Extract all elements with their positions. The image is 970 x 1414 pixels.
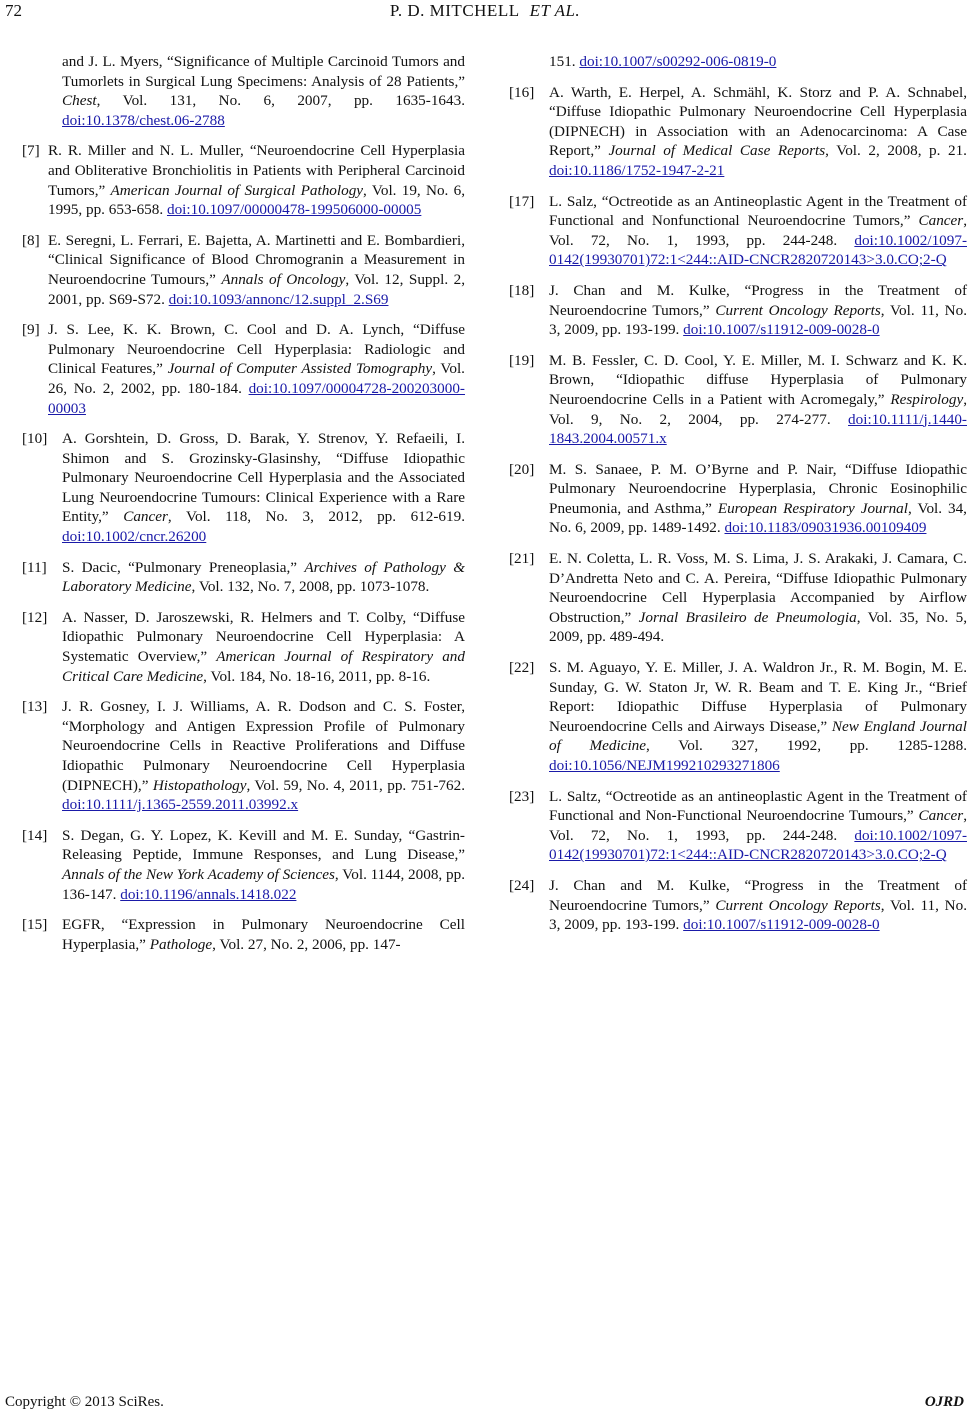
reference-citation: S. M. Aguayo, Y. E. Miller, J. A. Waldron Jr., R. M. Bogin, M. E. Sunday, G. W. Staton Jr, W. R. Beam and T. E. King Jr., “Brief Report: Idiopathic Diffuse Hyperplasia of Pulmonary Neuroendocrine Cells and Airways Disease,” bbox=[549, 659, 967, 735]
reference-citation: 151. bbox=[549, 53, 580, 70]
reference-text bbox=[549, 788, 967, 864]
reference-number: [18] bbox=[509, 281, 535, 299]
reference-entry bbox=[22, 697, 465, 815]
doi-link[interactable]: doi:10.1097/00000478-199506000-00005 bbox=[166, 201, 422, 219]
reference-number: [20] bbox=[509, 460, 535, 478]
reference-entry bbox=[22, 558, 465, 597]
reference-details: , Vol. 131, No. 6, 2007, pp. 1635-1643. bbox=[96, 92, 465, 110]
reference-journal: Cancer bbox=[123, 508, 168, 526]
reference-number: [16] bbox=[509, 83, 535, 101]
reference-citation: A. Warth, E. Herpel, A. Schmähl, K. Storz and P. A. Schnabel, “Diffuse Idiopathic Pulmonary Neuroendocrine Cell Hyperplasia (DIPNECH) in Association with an Adenocarcinoma: A Case Report,” bbox=[549, 83, 967, 160]
reference-entry bbox=[509, 549, 967, 647]
reference-citation: and J. L. Myers, “Significance of Multiple Carcinoid Tumors and Tumorlets in Surgical Lung Specimens: Analysis of 28 Patients,” bbox=[62, 53, 465, 90]
copyright-notice: Copyright © 2013 SciRes. bbox=[5, 1394, 164, 1410]
doi-link[interactable]: doi:10.1002/cncr.26200 bbox=[62, 528, 207, 546]
doi-link[interactable]: doi:10.1007/s11912-009-0028-0 bbox=[683, 321, 880, 339]
reference-entry bbox=[22, 320, 465, 418]
reference-number: [14] bbox=[22, 826, 48, 844]
reference-text bbox=[62, 559, 465, 596]
journal-abbreviation: OJRD bbox=[924, 1394, 964, 1410]
reference-details: , Vol. 118, No. 3, 2012, pp. 612-619. bbox=[167, 508, 465, 526]
doi-link[interactable]: doi:10.1007/s00292-006-0819-0 bbox=[579, 53, 777, 70]
doi-link[interactable]: doi:10.1196/annals.1418.022 bbox=[120, 885, 297, 903]
doi-link[interactable]: doi:10.1002/1097-0142(19930701)72:1<244::AID-CNCR2820720143>3.0.CO;2-Q bbox=[549, 231, 967, 269]
running-head-authors: P. D. MITCHELL bbox=[389, 1, 520, 20]
reference-entry bbox=[22, 608, 465, 686]
reference-details: , Vol. 72, No. 1, 1993, pp. 244-248. bbox=[549, 807, 967, 844]
reference-text bbox=[549, 877, 967, 933]
reference-entry bbox=[509, 876, 967, 935]
reference-text bbox=[62, 430, 465, 545]
doi-link[interactable]: doi:10.1002/1097-0142(19930701)72:1<244::AID-CNCR2820720143>3.0.CO;2-Q bbox=[549, 826, 967, 864]
doi-link[interactable]: doi:10.1186/1752-1947-2-21 bbox=[549, 161, 725, 179]
reference-column-right bbox=[509, 52, 967, 946]
reference-journal: European Respiratory Journal bbox=[717, 499, 908, 517]
reference-text bbox=[549, 550, 967, 645]
page-number: 72 bbox=[5, 1, 22, 20]
reference-journal: Pathologe bbox=[149, 935, 213, 953]
reference-number: [13] bbox=[22, 698, 48, 716]
reference-journal: Current Oncology Reports bbox=[715, 301, 881, 319]
reference-text bbox=[549, 84, 967, 179]
reference-number: [7] bbox=[22, 142, 40, 160]
reference-number: [8] bbox=[22, 231, 40, 249]
reference-details: , Vol. 34, No. 6, 2009, pp. 1489-1492. bbox=[549, 499, 967, 537]
reference-number: [24] bbox=[509, 876, 535, 894]
reference-entry bbox=[22, 826, 465, 904]
doi-link[interactable]: doi:10.1183/09031936.00109409 bbox=[724, 519, 927, 537]
reference-number: [22] bbox=[509, 659, 535, 677]
reference-entry bbox=[509, 460, 967, 538]
reference-details: , Vol. 12, Suppl. 2, 2001, pp. S69-S72. bbox=[48, 270, 465, 308]
reference-details: , Vol. 19, No. 6, 1995, pp. 653-658. bbox=[48, 181, 466, 219]
doi-link[interactable]: doi:10.1056/NEJM199210293271806 bbox=[549, 757, 780, 774]
page-header bbox=[0, 0, 970, 30]
reference-details: , Vol. 27, No. 2, 2006, pp. 147- bbox=[212, 935, 401, 953]
reference-journal: American Journal of Respiratory and Critical Care Medicine bbox=[62, 648, 465, 685]
reference-text bbox=[48, 321, 465, 416]
reference-citation: A. Gorshtein, D. Gross, D. Barak, Y. Strenov, Y. Refaeili, I. Shimon and S. Grozinsky-Glasinshy, “Diffuse Idiopathic Pulmonary Neuroendocrine Cell Hyperplasia and the Associated Lung Neuroendocrine Tumours: Clinical Experience with a Rare Entity,” bbox=[62, 430, 465, 526]
reference-journal: Chest bbox=[62, 92, 97, 110]
reference-entry bbox=[509, 52, 967, 72]
reference-citation: J. S. Lee, K. K. Brown, C. Cool and D. A. Lynch, “Diffuse Pulmonary Neuroendocrine Cell Hyperplasia: Radiologic and Clinical Features,” bbox=[48, 321, 465, 378]
reference-citation: S. Dacic, “Pulmonary Preneoplasia,” bbox=[62, 558, 305, 576]
reference-entry bbox=[22, 231, 465, 309]
reference-text bbox=[48, 142, 465, 218]
doi-link[interactable]: doi:10.1093/annonc/12.suppl_2.S69 bbox=[168, 290, 389, 308]
reference-number: [11] bbox=[22, 558, 47, 576]
reference-text bbox=[62, 698, 465, 813]
reference-text bbox=[62, 916, 465, 953]
reference-journal: Archives of Pathology & Laboratory Medicine bbox=[62, 558, 466, 596]
reference-journal: Annals of Oncology bbox=[221, 270, 346, 288]
reference-entry bbox=[22, 429, 465, 547]
reference-journal: Annals of the New York Academy of Sciences bbox=[62, 865, 335, 883]
reference-details: , Vol. 11, No. 3, 2009, pp. 193-199. bbox=[549, 301, 968, 339]
reference-details: , Vol. 327, 1992, pp. 1285-1288. bbox=[646, 737, 967, 755]
reference-journal: Jornal Brasileiro de Pneumologia bbox=[638, 608, 857, 626]
reference-citation: M. S. Sanaee, P. M. O’Byrne and P. Nair, “Diffuse Idiopathic Pulmonary Neuroendocrine Hyperplasia, Chronic Eosinophilic Pneumonia, and Asthma,” bbox=[549, 460, 967, 517]
reference-text bbox=[62, 827, 465, 903]
reference-citation: EGFR, “Expression in Pulmonary Neuroendocrine Cell Hyperplasia,” bbox=[62, 916, 465, 953]
reference-citation: E. Seregni, L. Ferrari, E. Bajetta, A. Martinetti and E. Bombardieri, “Clinical Significance of Blood Chromogranin a Measurement in Neuroendocrine Tumours,” bbox=[48, 231, 465, 288]
reference-text bbox=[549, 461, 967, 537]
reference-citation: S. Degan, G. Y. Lopez, K. Kevill and M. E. Sunday, “Gastrin-Releasing Peptide, Immune Responses, and Lung Disease,” bbox=[62, 826, 465, 864]
reference-number: [12] bbox=[22, 608, 48, 626]
reference-number: [9] bbox=[22, 321, 40, 339]
reference-text bbox=[549, 659, 967, 774]
reference-entry bbox=[509, 787, 967, 865]
reference-journal: Current Oncology Reports bbox=[715, 896, 881, 914]
reference-entry bbox=[509, 83, 967, 181]
reference-details: , Vol. 11, No. 3, 2009, pp. 193-199. bbox=[549, 896, 968, 934]
reference-number: [23] bbox=[509, 787, 535, 805]
reference-text bbox=[48, 232, 465, 308]
reference-details: , Vol. 1144, 2008, pp. 136-147. bbox=[62, 865, 466, 903]
reference-journal: Respirology bbox=[890, 390, 964, 408]
reference-text bbox=[62, 53, 465, 129]
reference-entry bbox=[22, 52, 465, 130]
reference-details: , Vol. 72, No. 1, 1993, pp. 244-248. bbox=[549, 212, 967, 249]
doi-link[interactable]: doi:10.1097/00004728-200203000-00003 bbox=[48, 379, 465, 417]
running-head-etal: ET AL. bbox=[529, 1, 581, 20]
reference-text bbox=[549, 193, 967, 269]
reference-details: , Vol. 35, No. 5, 2009, pp. 489-494. bbox=[549, 608, 967, 646]
reference-citation: J. Chan and M. Kulke, “Progress in the Treatment of Neuroendocrine Tumors,” bbox=[549, 281, 967, 319]
reference-text bbox=[549, 53, 776, 70]
reference-citation: A. Nasser, D. Jaroszewski, R. Helmers and T. Colby, “Diffuse Idiopathic Pulmonary Neuroendocrine Cell Hyperplasia: A Systematic Overview,” bbox=[62, 608, 465, 666]
reference-citation: L. Salz, “Octreotide as an Antineoplastic Agent in the Treatment of Functional and Nonfunctional Neuroendocrine Tumors,” bbox=[549, 192, 967, 230]
reference-details: , Vol. 9, No. 2, 2004, pp. 274-277. bbox=[549, 390, 967, 428]
reference-citation: L. Saltz, “Octreotide as an antineoplastic Agent in the Treatment of Functional and Non-Functional Neuroendocrine Tumours,” bbox=[549, 787, 967, 825]
reference-journal: Journal of Computer Assisted Tomography bbox=[167, 360, 433, 378]
reference-text bbox=[549, 282, 967, 338]
reference-journal: Journal of Medical Case Reports bbox=[608, 142, 826, 160]
reference-number: [21] bbox=[509, 550, 535, 568]
reference-details: , Vol. 59, No. 4, 2011, pp. 751-762. bbox=[246, 776, 465, 794]
reference-details: , Vol. 2, 2008, p. 21. bbox=[825, 142, 967, 160]
reference-text bbox=[549, 352, 967, 447]
reference-citation: E. N. Coletta, L. R. Voss, M. S. Lima, J. S. Arakaki, J. Camara, C. D’Andretta Neto and C. A. Pereira, “Diffuse Idiopathic Pulmonary Neuroendocrine Cell Hyperplasia Accompanied by Airflow Obstruction,” bbox=[549, 550, 967, 626]
reference-column-left bbox=[22, 52, 465, 965]
reference-citation: R. R. Miller and N. L. Muller, “Neuroendocrine Cell Hyperplasia and Obliterative Bronchiolitis in Patients with Peripheral Carcinoid Tumors,” bbox=[48, 142, 465, 199]
reference-journal: Cancer bbox=[918, 807, 964, 825]
doi-link[interactable]: doi:10.1378/chest.06-2788 bbox=[62, 111, 225, 129]
reference-entry bbox=[509, 658, 967, 776]
reference-number: [17] bbox=[509, 192, 535, 210]
reference-entry bbox=[22, 915, 465, 954]
reference-number: [10] bbox=[22, 430, 48, 448]
doi-link[interactable]: doi:10.1111/j.1365-2559.2011.03992.x bbox=[62, 796, 299, 814]
reference-details: , Vol. 184, No. 18-16, 2011, pp. 8-16. bbox=[203, 667, 431, 685]
doi-link[interactable]: doi:10.1111/j.1440-1843.2004.00571.x bbox=[549, 410, 967, 448]
running-head bbox=[0, 1, 970, 21]
reference-entry bbox=[509, 351, 967, 449]
reference-citation: J. Chan and M. Kulke, “Progress in the Treatment of Neuroendocrine Tumors,” bbox=[549, 876, 967, 914]
reference-journal: Histopathology bbox=[152, 776, 247, 794]
reference-number: [19] bbox=[509, 351, 535, 369]
reference-details: , Vol. 26, No. 2, 2002, pp. 180-184. bbox=[48, 360, 465, 397]
reference-entry bbox=[509, 192, 967, 270]
reference-text bbox=[62, 609, 465, 685]
reference-number: [15] bbox=[22, 916, 48, 934]
reference-details: , Vol. 132, No. 7, 2008, pp. 1073-1078. bbox=[191, 578, 430, 596]
reference-journal: American Journal of Surgical Pathology bbox=[110, 181, 364, 199]
reference-citation: M. B. Fessler, C. D. Cool, Y. E. Miller, M. I. Schwarz and K. K. Brown, “Idiopathic diffuse Hyperplasia of Pulmonary Neuroendocrine Cells in a Patient with Acromegaly,” bbox=[549, 351, 967, 408]
reference-entry bbox=[509, 281, 967, 340]
reference-entry bbox=[22, 141, 465, 219]
reference-citation: J. R. Gosney, I. J. Williams, A. R. Dodson and C. S. Foster, “Morphology and Antigen Expression Profile of Pulmonary Neuroendocrine Cells in Reactive Proliferations and Diffuse Idiopathic Pulmonary Neuroendocrine Cell Hyperplasia (DIPNECH),” bbox=[62, 698, 465, 794]
doi-link[interactable]: doi:10.1007/s11912-009-0028-0 bbox=[683, 916, 880, 934]
reference-journal: New England Journal of Medicine bbox=[549, 717, 967, 755]
reference-journal: Cancer bbox=[918, 212, 964, 230]
